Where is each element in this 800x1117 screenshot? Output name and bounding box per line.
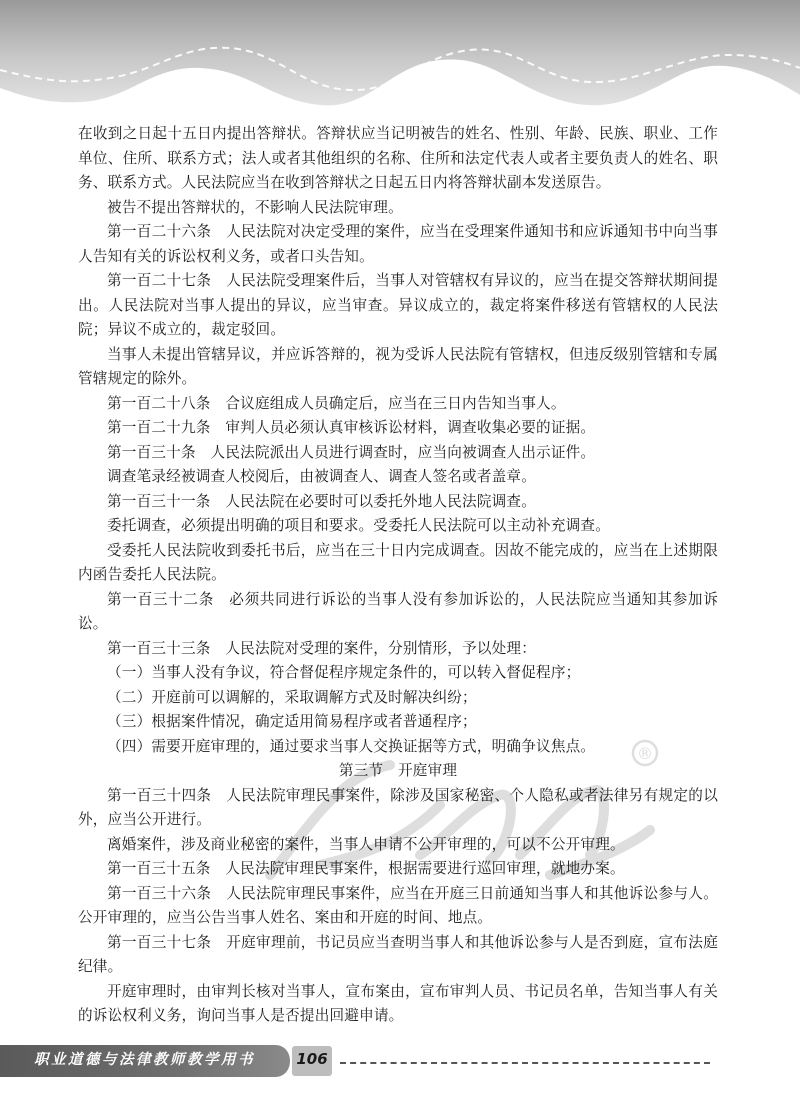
footer-dashed-rule <box>340 1062 710 1064</box>
body-paragraph: （二）开庭前可以调解的，采取调解方式及时解决纠纷； <box>107 688 477 706</box>
body-paragraph: 第一百三十七条 开庭审理前，书记员应当查明当事人和其他诉讼参与人是否到庭，宣布法庭纪律。 <box>78 933 718 975</box>
body-paragraph: （四）需要开庭审理的，通过要求当事人交换证据等方式，明确争议焦点。 <box>107 737 596 755</box>
footer-book-title: 职业道德与法律教师教学用书 <box>34 1052 255 1068</box>
body-paragraph: 当事人未提出管辖异议，并应诉答辩的，视为受诉人民法院有管辖权，但违反级别管辖和专属管辖规定的除外。 <box>78 345 718 387</box>
body-paragraph: 第一百三十六条 人民法院审理民事案件，应当在开庭三日前通知当事人和其他诉讼参与人。公开审理的，应当公告当事人姓名、案由和开庭的时间、地点。 <box>78 884 718 926</box>
body-paragraph: 第一百三十二条 必须共同进行诉讼的当事人没有参加诉讼的，人民法院应当通知其参加诉讼。 <box>78 590 718 632</box>
body-paragraph: 在收到之日起十五日内提出答辩状。答辩状应当记明被告的姓名、性别、年龄、民族、职业、工作单位、住所、联系方式；法人或者其他组织的名称、住所和法定代表人或者主要负责人的姓名、职务、联系方式。人民法院应当在收到答辩状之日起五日内将答辩状副本发送原告。 <box>78 125 718 191</box>
header-wave-banner <box>0 0 800 125</box>
body-paragraph: 开庭审理时，由审判长核对当事人，宣布案由，宣布审判人员、书记员名单，告知当事人有关的诉讼权利义务，询问当事人是否提出回避申请。 <box>78 982 718 1024</box>
body-paragraph: （三）根据案件情况，确定适用简易程序或者普通程序； <box>107 713 477 730</box>
body-paragraph: 离婚案件，涉及商业秘密的案件，当事人申请不公开审理的，可以不公开审理。 <box>107 835 625 853</box>
page-number: 106 <box>296 1050 328 1068</box>
body-paragraph: 调查笔录经被调查人校阅后，由被调查人、调查人签名或者盖章。 <box>107 468 537 485</box>
body-paragraph: 第一百二十七条 人民法院受理案件后，当事人对管辖权有异议的，应当在提交答辩状期间提出。人民法院对当事人提出的异议，应当审查。异议成立的，裁定将案件移送有管辖权的人民法院；异议不成立的，裁定驳回。 <box>78 272 718 338</box>
body-paragraph: 第一百三十三条 人民法院对受理的案件，分别情形，予以处理： <box>107 639 537 657</box>
body-paragraph: 第一百三十条 人民法院派出人员进行调查时，应当向被调查人出示证件。 <box>107 443 596 461</box>
body-paragraph: （一）当事人没有争议，符合督促程序规定条件的，可以转入督促程序； <box>107 664 581 681</box>
section-heading: 第三节 开庭审理 <box>338 762 458 779</box>
body-paragraph: 受委托人民法院收到委托书后，应当在三十日内完成调查。因故不能完成的，应当在上述期限内函告委托人民法院。 <box>78 541 718 583</box>
body-paragraph: 委托调查，必须提出明确的项目和要求。受委托人民法院可以主动补充调查。 <box>107 517 610 534</box>
body-paragraph: 第一百三十四条 人民法院审理民事案件，除涉及国家秘密、个人隐私或者法律另有规定的以外，应当公开进行。 <box>78 786 718 828</box>
body-paragraph: 第一百二十九条 审判人员必须认真审核诉讼材料，调查收集必要的证据。 <box>107 419 596 436</box>
body-paragraph: 第一百三十一条 人民法院在必要时可以委托外地人民法院调查。 <box>107 492 537 510</box>
registered-mark: ® <box>637 744 653 763</box>
body-paragraph: 被告不提出答辩状的，不影响人民法院审理。 <box>107 198 403 216</box>
body-paragraph: 第一百二十六条 人民法院对决定受理的案件，应当在受理案件通知书和应诉通知书中向当事人告知有关的诉讼权利义务，或者口头告知。 <box>78 223 718 265</box>
body-paragraph: 第一百三十五条 人民法院审理民事案件，根据需要进行巡回审理，就地办案。 <box>107 860 625 877</box>
document-body <box>78 122 718 1029</box>
body-paragraph: 第一百二十八条 合议庭组成人员确定后，应当在三日内告知当事人。 <box>107 394 566 412</box>
